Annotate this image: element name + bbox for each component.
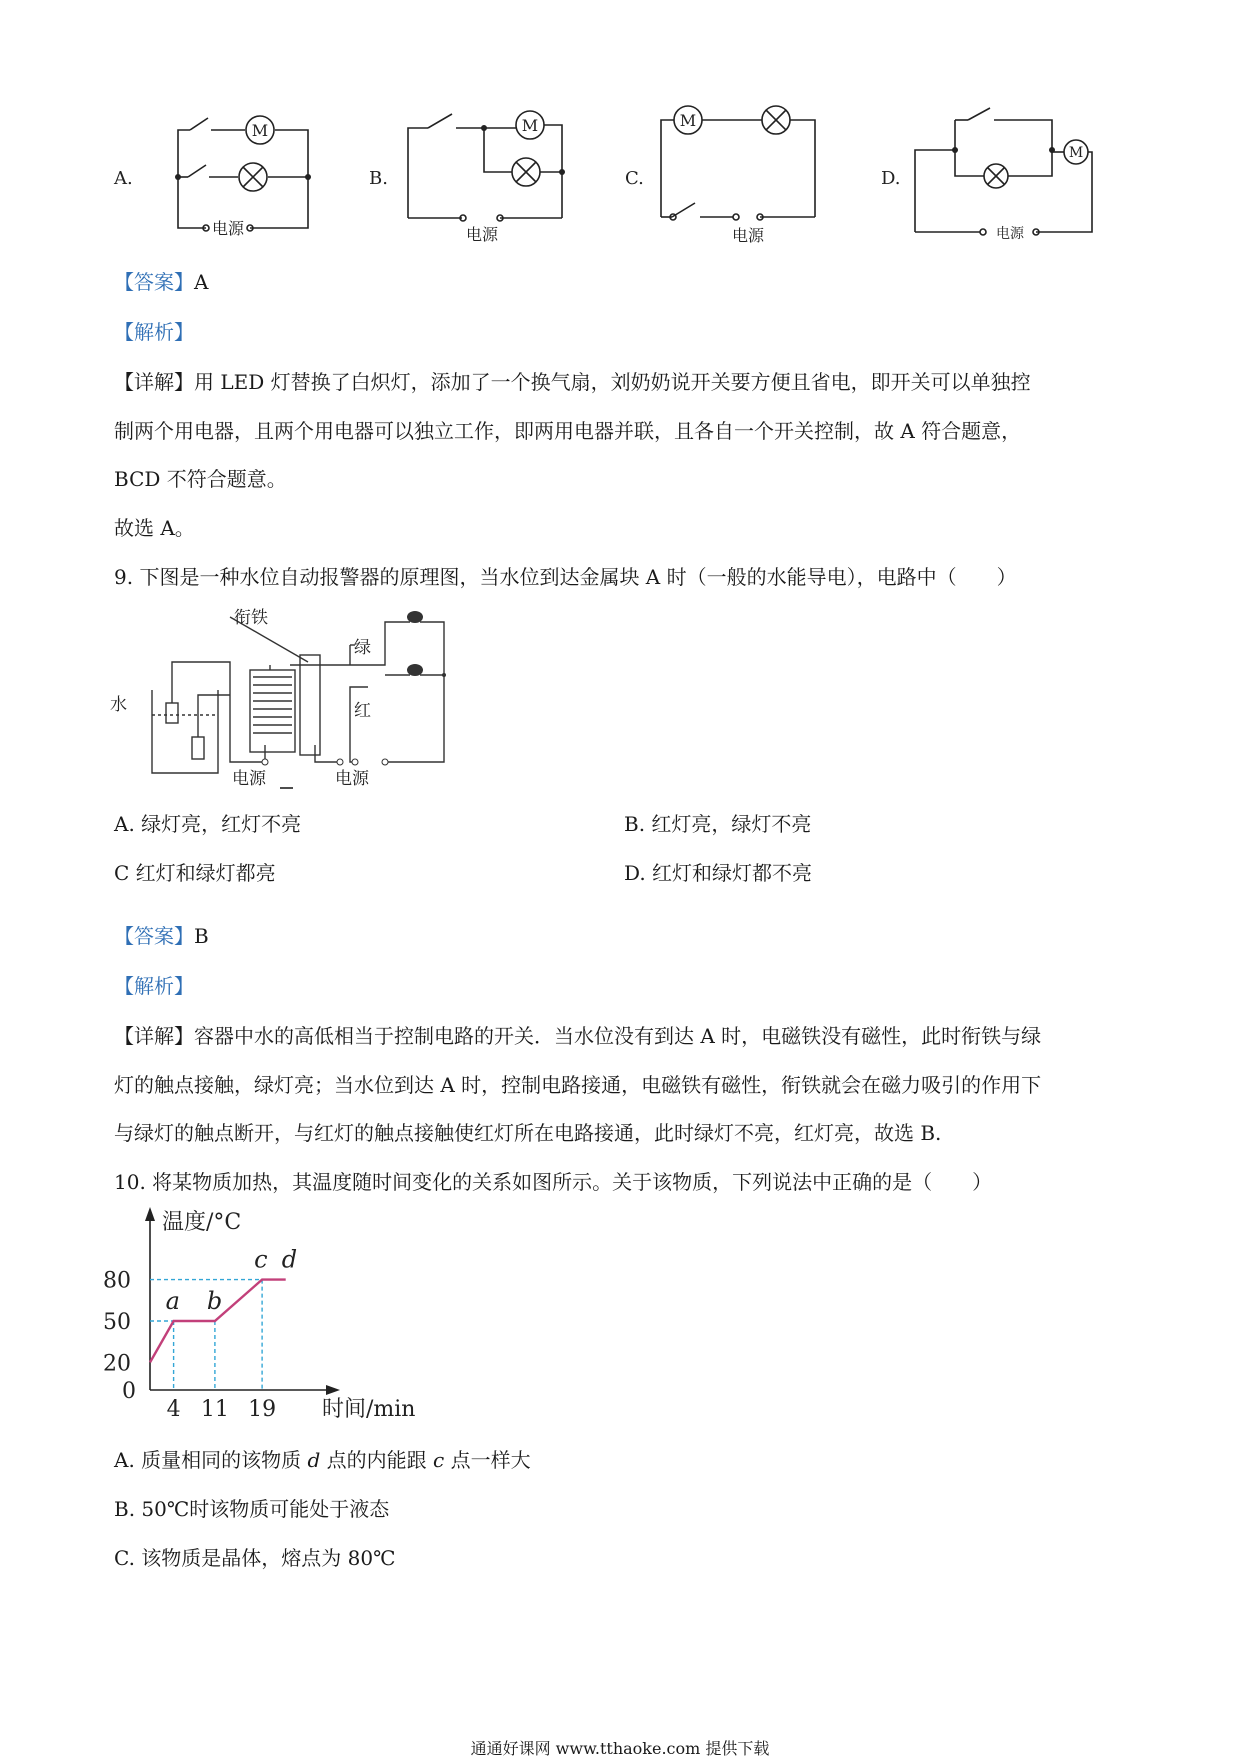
point-label-b: b <box>206 1287 223 1315</box>
q8-detail-line-1: 【详解】用 LED 灯替换了白炽灯，添加了一个换气扇，刘奶奶说开关要方便且省电，即开关可以单独控 <box>114 370 1031 394</box>
x-axis-label: 时间/min <box>322 1397 416 1422</box>
source-label-a: 电源 <box>211 219 245 238</box>
option-letter-d: D. <box>881 168 901 189</box>
motor-symbol-a: M <box>251 121 269 140</box>
q9-option-d[interactable]: D. 红灯和绿灯都不亮 <box>624 861 813 885</box>
q10-option-b[interactable]: B. 50℃时该物质可能处于液态 <box>114 1497 390 1521</box>
temperature-time-chart <box>100 1205 440 1445</box>
label-water: 水 <box>110 695 127 715</box>
motor-symbol-c: M <box>679 111 697 130</box>
motor-symbol-d: M <box>1068 145 1084 161</box>
q8-conclusion: 故选 A。 <box>114 516 195 540</box>
q9-option-b[interactable]: B. 红灯亮，绿灯不亮 <box>624 812 812 836</box>
y-axis-arrow <box>145 1207 155 1221</box>
q9-analysis-tag: 【解析】 <box>114 974 194 998</box>
y-axis-label: 温度/°C <box>162 1210 242 1235</box>
q10-option-c[interactable]: C. 该物质是晶体，熔点为 80℃ <box>114 1546 396 1570</box>
q9-detail-line-3: 与绿灯的触点断开，与红灯的触点接触使红灯所在电路接通，此时绿灯不亮，红灯亮，故选 B. <box>114 1121 942 1145</box>
answer-value: B <box>194 924 209 948</box>
y-tick-label: 20 <box>103 1351 131 1377</box>
q10-option-a[interactable]: A. 质量相同的该物质 d 点的内能跟 c 点一样大 <box>114 1448 531 1472</box>
y-tick-label: 0 <box>122 1379 136 1404</box>
q9-option-c[interactable]: C 红灯和绿灯都亮 <box>114 861 276 885</box>
label-source-2: 电源 <box>335 769 369 789</box>
q8-detail-line-2: 制两个用电器，且两个用电器可以独立工作，即两用电器并联，且各自一个开关控制，故 A 符合题意， <box>114 419 1022 443</box>
q9-option-a[interactable]: A. 绿灯亮，红灯不亮 <box>114 812 302 836</box>
q9-detail-line-2: 灯的触点接触，绿灯亮；当水位到达 A 时，控制电路接通，电磁铁有磁性，衔铁就会在磁力吸引的作用下 <box>114 1073 1042 1097</box>
source-label-b: 电源 <box>465 225 499 244</box>
option-letter-a: A. <box>114 168 133 189</box>
label-armature: 衔铁 <box>234 608 268 628</box>
source-label-d: 电源 <box>996 226 1024 242</box>
q10-stem: 10. 将某物质加热，其温度随时间变化的关系如图所示。关于该物质，下列说法中正确的是（ ） <box>114 1170 993 1194</box>
x-tick-label: 4 <box>166 1397 181 1422</box>
point-label-c: c <box>254 1245 268 1274</box>
motor-symbol-b: M <box>521 116 539 135</box>
q9-answer <box>114 924 209 948</box>
label-red-lamp: 红 <box>354 701 371 721</box>
option-letter-c: C. <box>625 168 644 189</box>
point-label-d: d <box>281 1245 298 1274</box>
answer-tag: 【答案】 <box>114 270 194 294</box>
detail-tag: 【详解】 <box>114 1024 194 1048</box>
q9-stem: 9. 下图是一种水位自动报警器的原理图，当水位到达金属块 A 时（一般的水能导电），电路中（ ） <box>114 565 1017 589</box>
q8-analysis-tag: 【解析】 <box>114 320 194 344</box>
answer-tag: 【答案】 <box>114 924 194 948</box>
answer-value: A <box>194 270 209 294</box>
detail-tag: 【详解】 <box>114 370 194 394</box>
y-tick-label: 50 <box>103 1310 131 1335</box>
q9-detail-line-1: 【详解】容器中水的高低相当于控制电路的开关．当水位没有到达 A 时，电磁铁没有磁性，此时衔铁与绿 <box>114 1024 1042 1048</box>
q8-circuit-diagrams <box>0 0 1240 260</box>
x-tick-label: 19 <box>248 1397 277 1422</box>
option-letter-b: B. <box>369 168 388 189</box>
point-label-a: a <box>165 1287 180 1315</box>
source-label-c: 电源 <box>731 226 765 245</box>
q8-detail-line-3: BCD 不符合题意。 <box>114 467 287 491</box>
q9-alarm-diagram <box>110 605 450 790</box>
page-footer: 通通好课网 www.tthaoke.com 提供下载 <box>470 1739 770 1758</box>
label-green-lamp: 绿 <box>354 638 371 658</box>
x-axis-arrow <box>326 1385 340 1395</box>
x-tick-label: 11 <box>200 1397 229 1422</box>
y-tick-label: 80 <box>103 1268 131 1294</box>
label-source-1: 电源 <box>232 769 266 789</box>
q8-answer <box>114 270 208 294</box>
